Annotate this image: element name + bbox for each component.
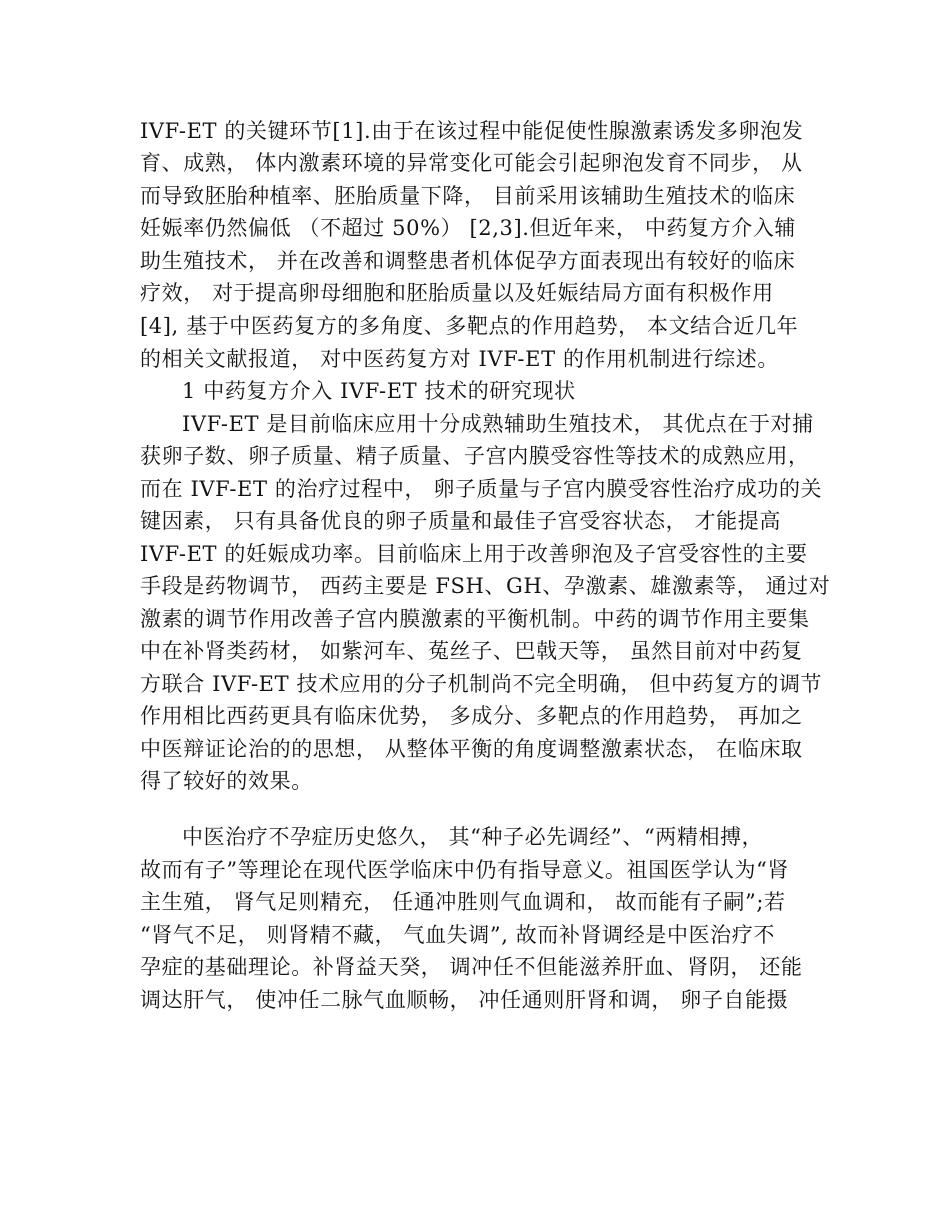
body-text-line: IVF-ET 是目前临床应用十分成熟辅助生殖技术， 其优点在于对捕: [182, 412, 814, 436]
body-text-line: 中医治疗不孕症历史悠久， 其“种子必先调经”、“两精相搏，: [182, 825, 764, 849]
body-text-line: 而在 IVF-ET 的治疗过程中， 卵子质量与子宫内膜受容性治疗成功的关: [140, 477, 823, 501]
body-text-line: “肾气不足， 则肾精不藏， 气血失调”, 故而补肾调经是中医治疗不: [140, 923, 775, 947]
body-text-line: 妊娠率仍然偏低 （不超过 50%） [2,3].但近年来， 中药复方介入辅: [140, 216, 797, 240]
body-text-line: 中在补肾类药材， 如紫河车、菟丝子、巴戟天等， 虽然目前对中药复: [140, 639, 803, 663]
body-text-line: 得了较好的效果。: [140, 769, 313, 793]
body-text-line: IVF-ET 的关键环节[1].由于在该过程中能促使性腺激素诱发多卵泡发: [140, 119, 804, 143]
body-text-line: IVF-ET 的妊娠成功率。目前临床上用于改善卵泡及子宫受容性的主要: [140, 542, 808, 566]
body-text-line: [4], 基于中医药复方的多角度、多靶点的作用趋势， 本文结合近几年: [140, 314, 799, 338]
body-text-line: 手段是药物调节， 西药主要是 FSH、GH、孕激素、雄激素等， 通过对: [140, 574, 831, 598]
body-text-line: 的相关文献报道， 对中医药复方对 IVF-ET 的作用机制进行综述。: [140, 347, 779, 371]
body-text-line: 助生殖技术， 并在改善和调整患者机体促孕方面表现出有较好的临床: [140, 249, 796, 273]
body-text-line: 激素的调节作用改善子宫内膜激素的平衡机制。中药的调节作用主要集: [140, 607, 810, 631]
body-text-line: 调达肝气， 使冲任二脉气血顺畅， 冲任通则肝肾和调， 卵子自能摄: [140, 988, 789, 1012]
body-text-line: 故而有子”等理论在现代医学临床中仍有指导意义。祖国医学认为“肾: [140, 858, 790, 882]
body-text-line: 孕症的基础理论。补肾益天癸， 调冲任不但能滋养肝血、肾阴， 还能: [140, 955, 803, 979]
body-text-line: 中医辩证论治的的思想， 从整体平衡的角度调整激素状态， 在临床取: [140, 737, 803, 761]
body-text-line: 育、成熟， 体内激素环境的异常变化可能会引起卵泡发育不同步， 从: [140, 151, 803, 175]
body-text-line: 作用相比西药更具有临床优势， 多成分、多靶点的作用趋势， 再加之: [140, 704, 803, 728]
body-text-line: 获卵子数、卵子质量、精子质量、子宫内膜受容性等技术的成熟应用，: [140, 444, 810, 468]
body-text-line: 疗效， 对于提高卵母细胞和胚胎质量以及妊娠结局方面有积极作用: [140, 281, 774, 305]
body-text-line: 键因素， 只有具备优良的卵子质量和最佳子宫受容状态， 才能提高: [140, 509, 781, 533]
body-text-line: 而导致胚胎种植率、胚胎质量下降， 目前采用该辅助生殖技术的临床: [140, 184, 796, 208]
body-text-line: 方联合 IVF-ET 技术应用的分子机制尚不完全明确， 但中药复方的调节: [140, 672, 823, 696]
section-heading: 1 中药复方介入 IVF-ET 技术的研究现状: [182, 379, 576, 403]
body-text-line: 主生殖， 肾气足则精充， 任通冲胜则气血调和， 故而能有子嗣”;若: [140, 890, 786, 914]
